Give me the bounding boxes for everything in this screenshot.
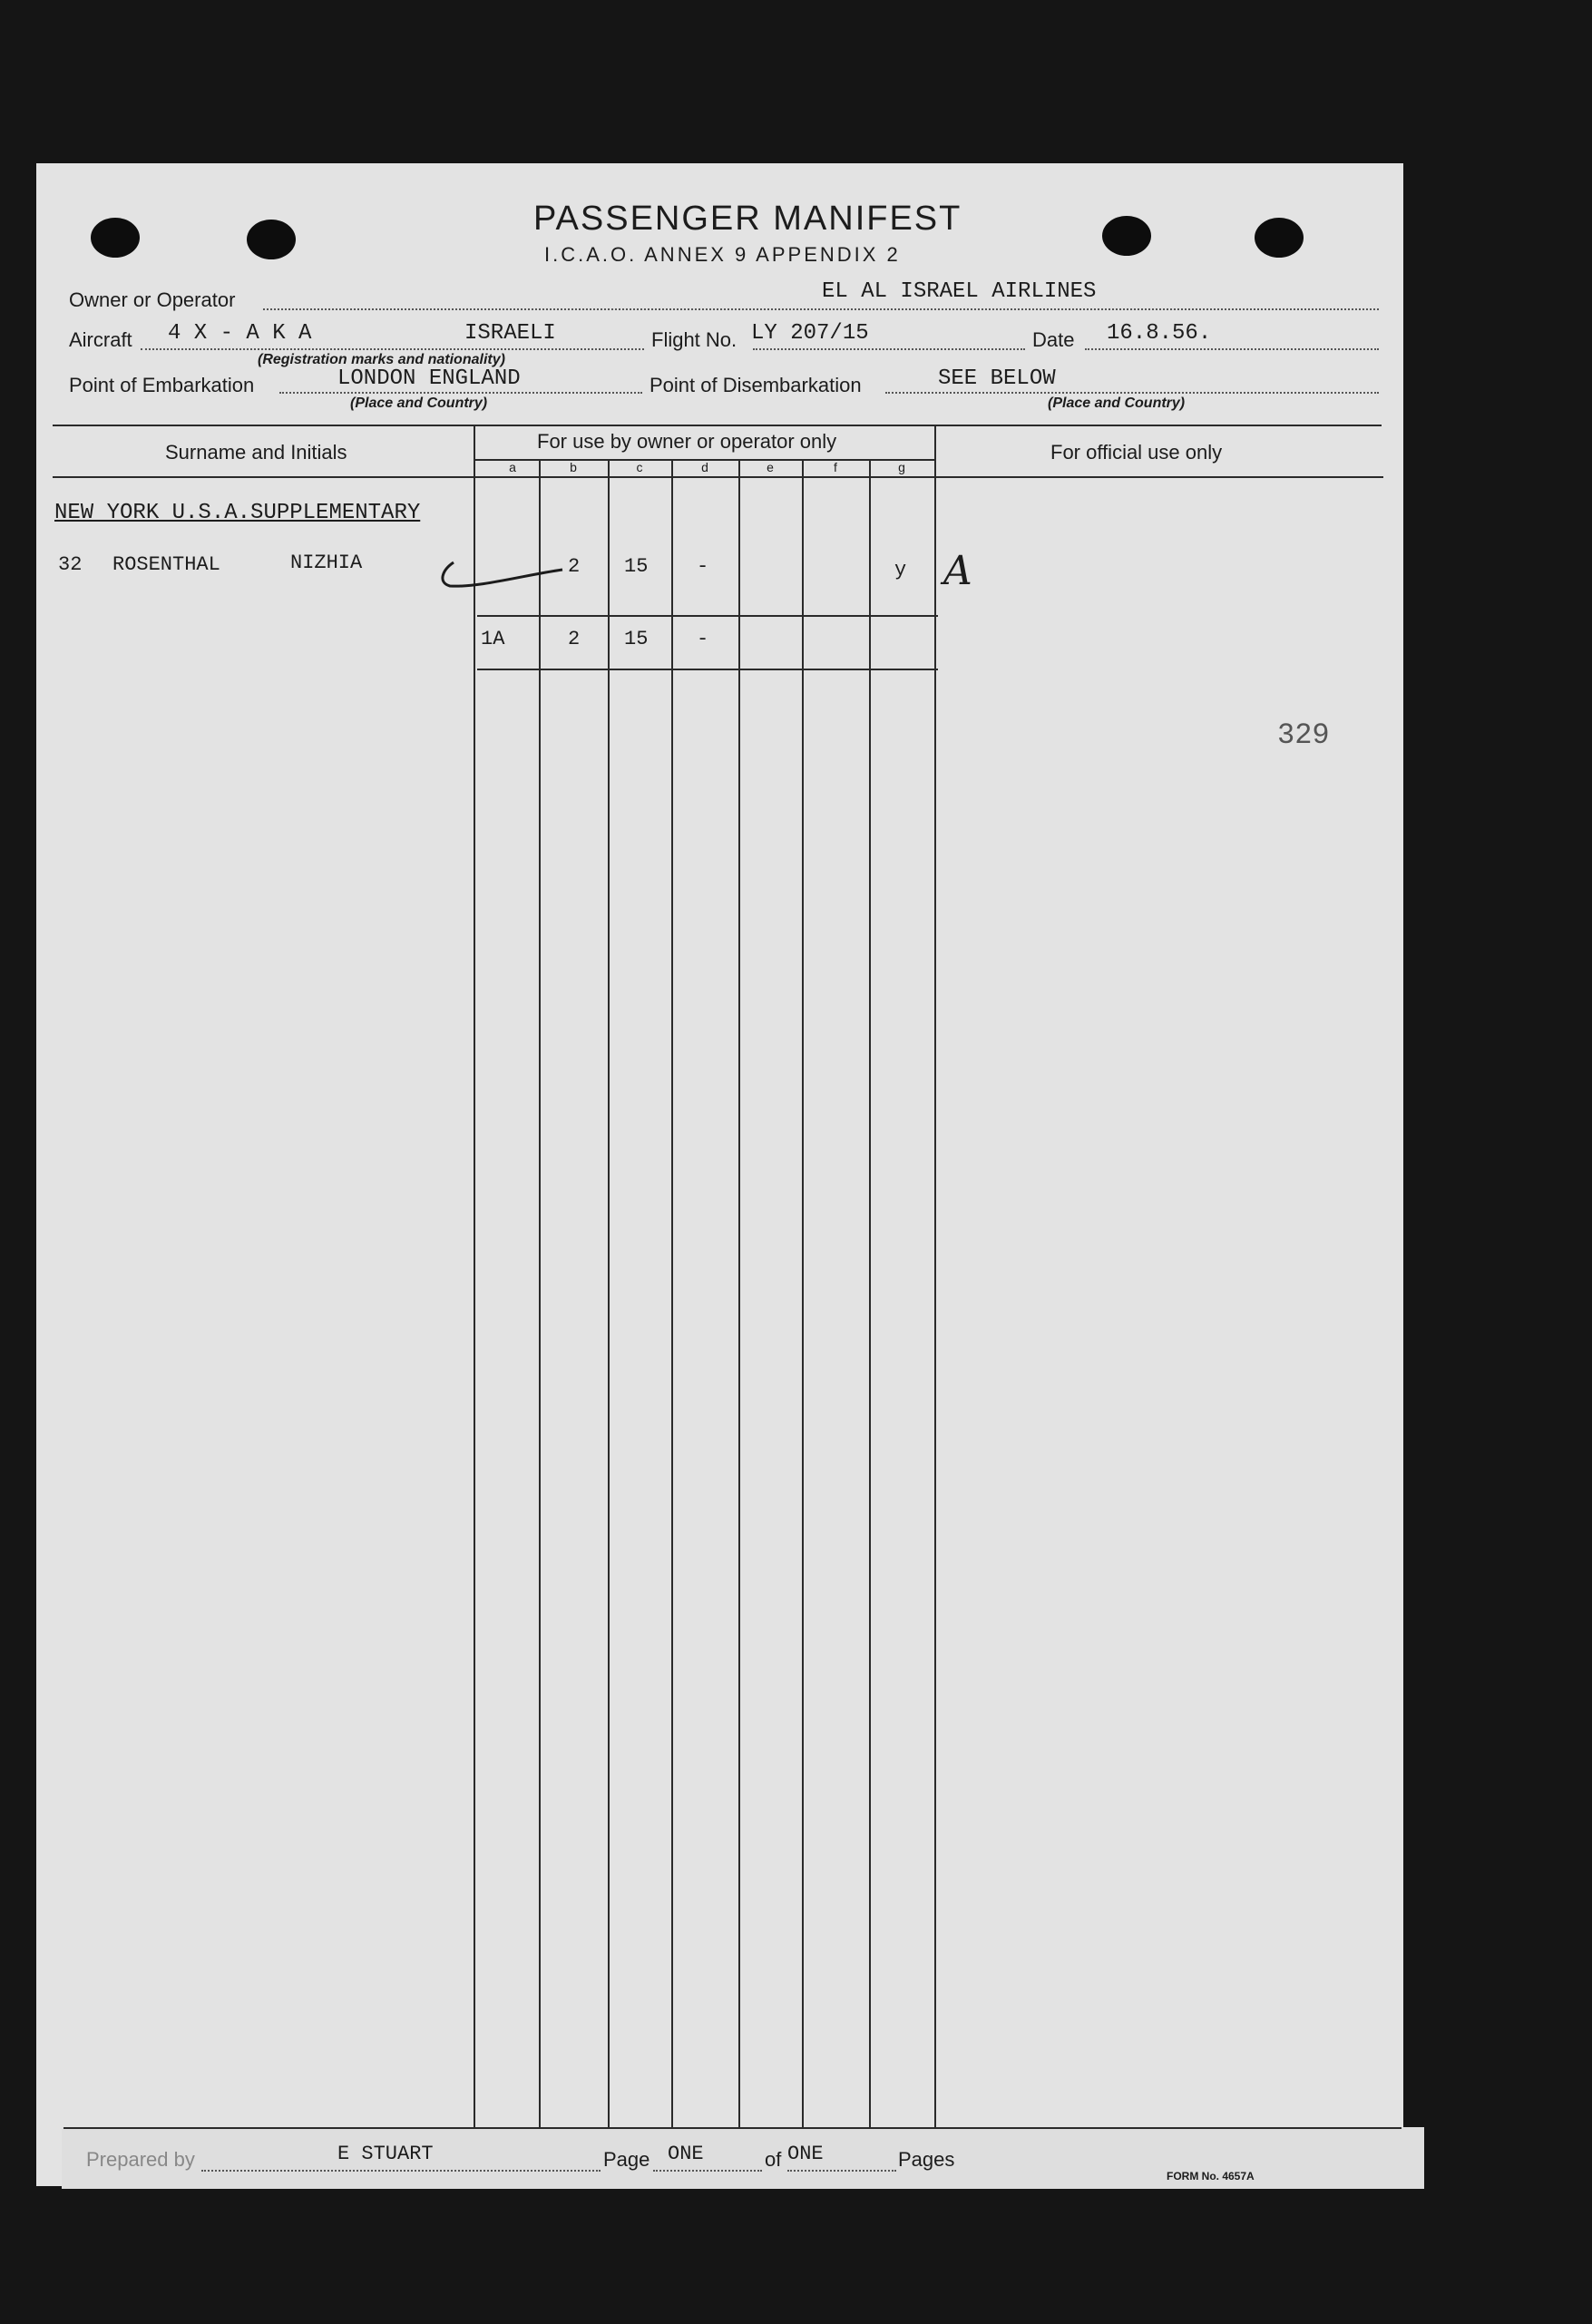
- footer-rule: [63, 2127, 1402, 2129]
- manifest-title: PASSENGER MANIFEST: [533, 200, 962, 238]
- page-label: Page: [603, 2148, 650, 2171]
- section-heading: NEW YORK U.S.A.SUPPLEMENTARY: [54, 501, 421, 525]
- date-label: Date: [1032, 328, 1075, 351]
- column-divider-c-d: [671, 461, 673, 2128]
- official-use-column-header: For official use only: [1050, 441, 1223, 464]
- subheader-bottom-rule: [474, 476, 934, 478]
- prepared-by-value: E STUART: [337, 2143, 434, 2165]
- header-bottom-rule-right: [934, 476, 1383, 478]
- of-value: ONE: [787, 2143, 824, 2165]
- passenger-col-b: 2: [568, 555, 581, 578]
- aircraft-dotted-line: [141, 348, 644, 350]
- flight-label: Flight No.: [651, 328, 737, 351]
- aircraft-nationality: ISRAELI: [464, 321, 556, 346]
- subcolumn-d: d: [701, 460, 708, 474]
- disembarkation-label: Point of Disembarkation: [649, 374, 862, 396]
- embarkation-dotted-line: [279, 392, 642, 394]
- header-bottom-rule-left: [53, 476, 475, 478]
- embarkation-value: LONDON ENGLAND: [337, 366, 521, 391]
- subcolumn-f: f: [834, 460, 837, 474]
- totals-col-a: 1A: [481, 628, 505, 650]
- owner-dotted-line: [263, 308, 1379, 310]
- column-divider-e-f: [802, 461, 804, 2128]
- page-value: ONE: [668, 2143, 704, 2165]
- official-mark: A: [943, 548, 972, 594]
- owner-label: Owner or Operator: [69, 288, 236, 311]
- passenger-col-d: -: [697, 555, 709, 578]
- registration-note: (Registration marks and nationality): [258, 352, 505, 367]
- embarkation-label: Point of Embarkation: [69, 374, 255, 396]
- totals-col-c: 15: [624, 628, 649, 650]
- date-dotted-line: [1085, 348, 1379, 350]
- date-value: 16.8.56.: [1107, 321, 1212, 346]
- totals-col-b: 2: [568, 628, 581, 650]
- subcolumn-a: a: [509, 460, 516, 474]
- column-divider-surname: [474, 426, 475, 2128]
- prepared-dotted-line: [201, 2170, 601, 2172]
- totals-col-d: -: [697, 628, 709, 650]
- passenger-surname: ROSENTHAL: [112, 553, 220, 576]
- column-divider-f-g: [869, 461, 871, 2128]
- column-divider-a-b: [539, 461, 541, 2128]
- embarkation-note: (Place and Country): [350, 395, 488, 411]
- passenger-initials: NIZHIA: [290, 552, 363, 574]
- of-dotted-line: [787, 2170, 896, 2172]
- column-divider-official: [934, 426, 936, 2128]
- page-dotted-line: [653, 2170, 762, 2172]
- subcolumn-e: e: [767, 460, 774, 474]
- disembarkation-value: SEE BELOW: [938, 366, 1056, 391]
- aircraft-registration: 4 X - A K A: [168, 321, 312, 346]
- check-mark-stroke: [434, 555, 570, 591]
- passenger-col-c: 15: [624, 555, 649, 578]
- aircraft-label: Aircraft: [69, 328, 132, 351]
- disembarkation-dotted-line: [885, 392, 1379, 394]
- page-stamp-number: 329: [1277, 718, 1330, 752]
- column-divider-d-e: [738, 461, 740, 2128]
- flight-value: LY 207/15: [751, 321, 869, 346]
- owner-use-column-header: For use by owner or operator only: [537, 430, 837, 453]
- subcolumn-g: g: [898, 460, 905, 474]
- owner-value: EL AL ISRAEL AIRLINES: [822, 279, 1097, 304]
- manifest-subtitle: I.C.A.O. ANNEX 9 APPENDIX 2: [544, 243, 901, 266]
- passenger-number: 32: [58, 553, 83, 576]
- flight-dotted-line: [753, 348, 1025, 350]
- punch-hole-left-2: [247, 220, 296, 259]
- subcolumn-b: b: [570, 460, 577, 474]
- table-top-rule: [53, 425, 1382, 426]
- column-divider-b-c: [608, 461, 610, 2128]
- prepared-by-label: Prepared by: [86, 2148, 195, 2171]
- pages-label: Pages: [898, 2148, 955, 2171]
- surname-column-header: Surname and Initials: [165, 441, 347, 464]
- of-label: of: [765, 2148, 782, 2171]
- disembarkation-note: (Place and Country): [1048, 395, 1186, 411]
- punch-hole-right-2: [1255, 218, 1304, 258]
- subcolumn-c: c: [636, 460, 643, 474]
- passenger-col-g: y: [894, 559, 907, 581]
- punch-hole-left-1: [91, 218, 140, 258]
- punch-hole-right-1: [1102, 216, 1151, 256]
- form-number: FORM No. 4657A: [1167, 2170, 1255, 2182]
